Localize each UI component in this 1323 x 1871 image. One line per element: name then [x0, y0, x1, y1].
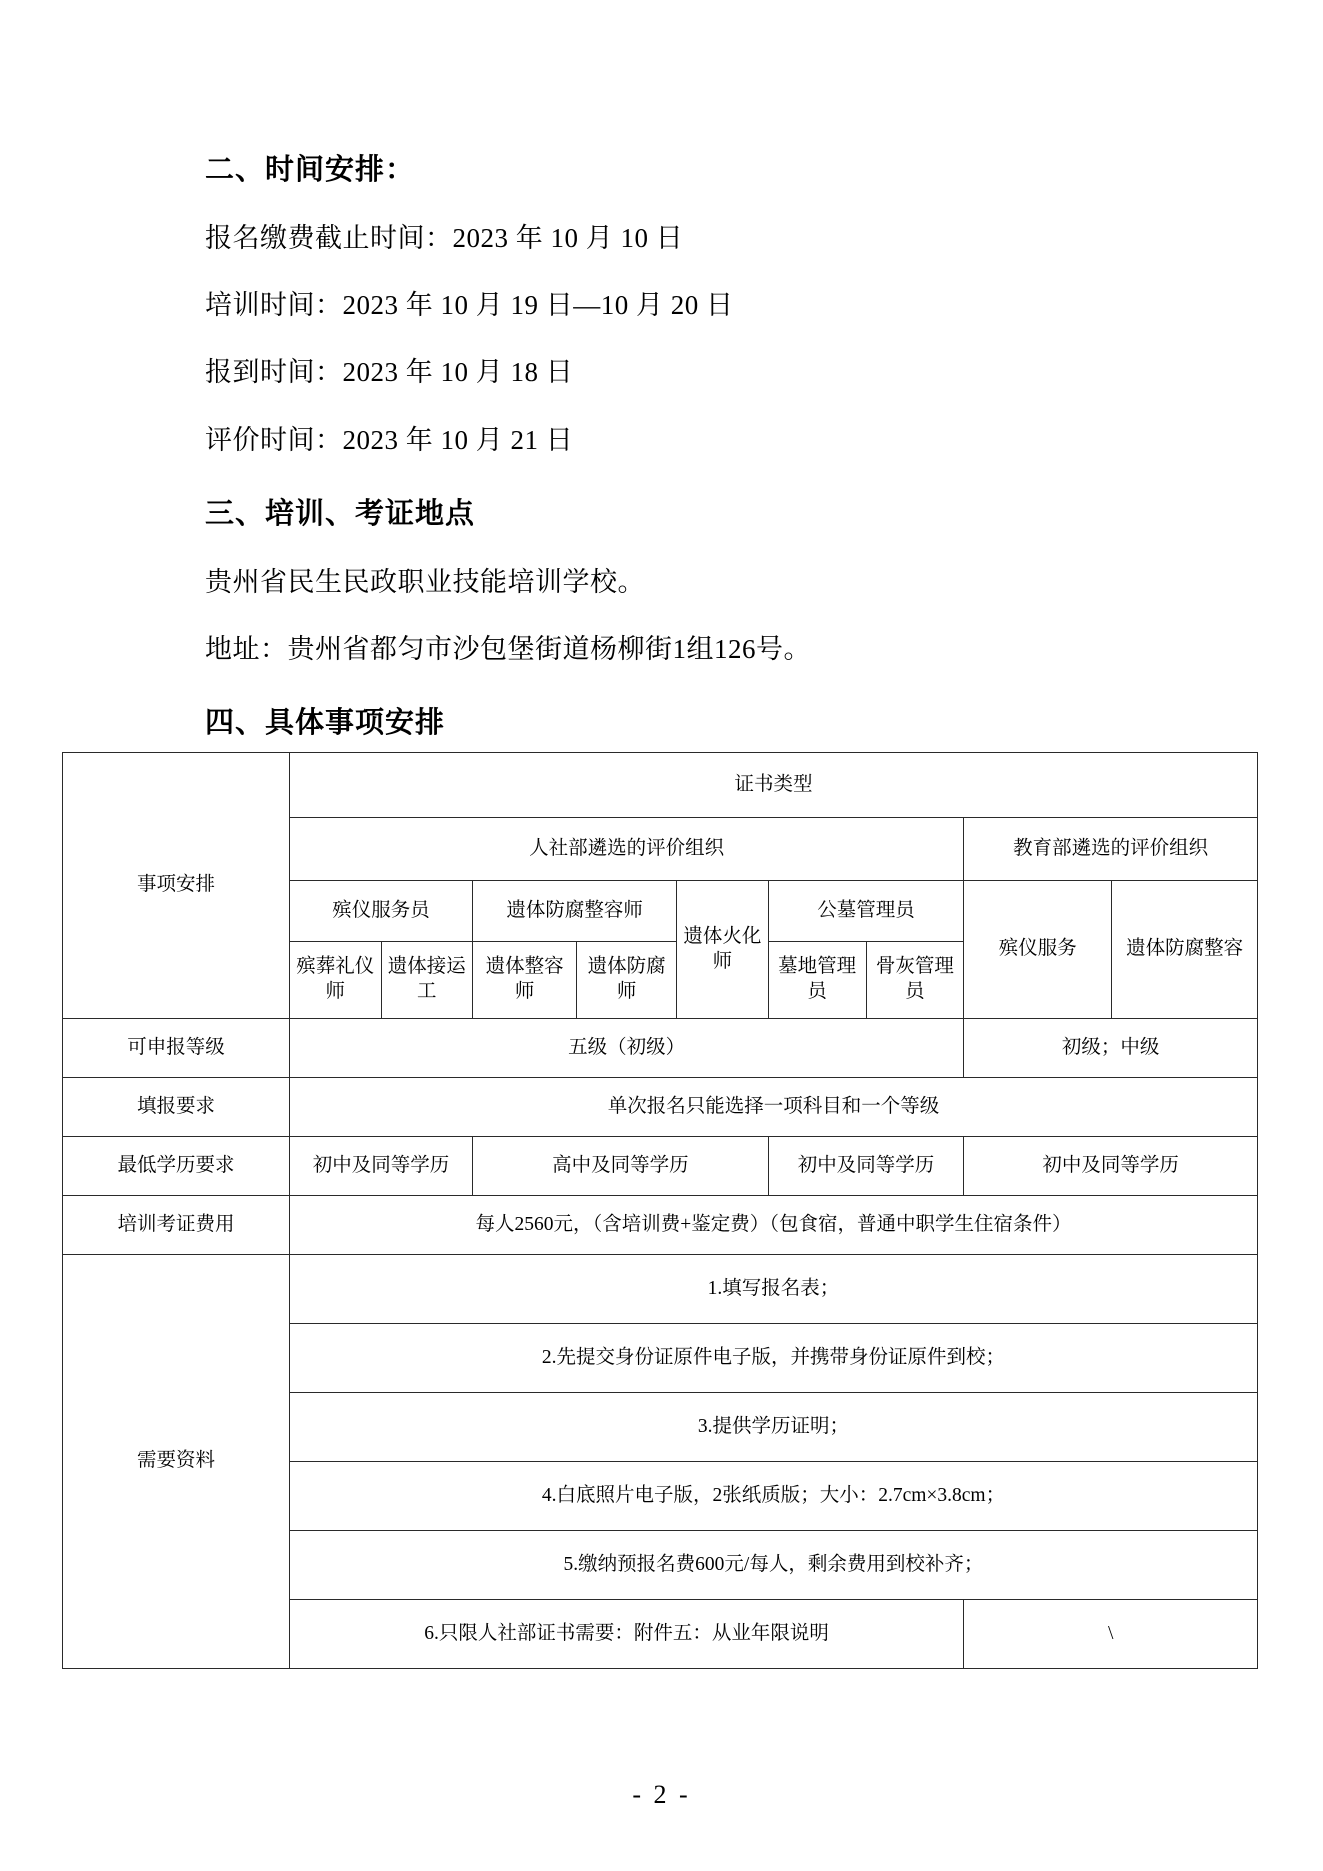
table-corner-label: 事项安排	[63, 753, 290, 1019]
material-item-6: 6.只限人社部证书需要：附件五：从业年限说明	[289, 1600, 963, 1669]
page-number-text: - 2 -	[632, 1780, 691, 1809]
header-job-funeral-service: 殡仪服务员	[289, 881, 472, 942]
value-declaration: 单次报名只能选择一项科目和一个等级	[289, 1078, 1257, 1137]
rowlabel-materials: 需要资料	[63, 1255, 290, 1669]
table-row-cert-type	[63, 753, 1258, 818]
value-education-0: 初中及同等学历	[289, 1137, 472, 1196]
schedule-line-checkin-time: 报到时间：2023 年 10 月 18 日	[205, 357, 574, 388]
schedule-line-training-time: 培训时间：2023 年 10 月 19 日—10 月 20 日	[205, 290, 734, 321]
header-job-embalming-cosmetology: 遗体防腐整容师	[473, 881, 677, 942]
table-row-declaration	[63, 1078, 1258, 1137]
value-education-2: 初中及同等学历	[768, 1137, 964, 1196]
material-item-5: 5.缴纳预报名费600元/每人，剩余费用到校补齐；	[289, 1531, 1257, 1600]
section-heading-schedule: 二、时间安排：	[205, 152, 416, 186]
header-job-moe-embalming: 遗体防腐整容	[1112, 881, 1258, 1019]
header-job-cemetery-manager: 公墓管理员	[768, 881, 964, 942]
section-heading-arrangement: 四、具体事项安排	[205, 705, 446, 740]
header-org-moe: 教育部遴选的评价组织	[964, 818, 1258, 881]
material-item-3: 3.提供学历证明；	[289, 1393, 1257, 1462]
arrangement-table	[62, 752, 1258, 1669]
section-heading-location: 三、培训、考证地点	[205, 495, 476, 530]
material-item-1: 1.填写报名表；	[289, 1255, 1257, 1324]
header-job-cremation-operator: 遗体火化师	[677, 881, 769, 1019]
table-row-fee	[63, 1196, 1258, 1255]
material-item-6-moe: \	[964, 1600, 1258, 1669]
table-row-level	[63, 1019, 1258, 1078]
document-body	[205, 150, 1135, 768]
header-org-mohrss: 人社部遴选的评价组织	[289, 818, 963, 881]
rowlabel-declaration: 填报要求	[63, 1078, 290, 1137]
header-subjob-funeral-ritual: 殡葬礼仪师	[289, 942, 381, 1019]
header-subjob-body-transport: 遗体接运工	[381, 942, 473, 1019]
header-subjob-body-embalming: 遗体防腐师	[577, 942, 677, 1019]
header-subjob-ashes-manager: 骨灰管理员	[866, 942, 964, 1019]
arrangement-table-wrapper	[62, 752, 1258, 1669]
page-number	[0, 1780, 1323, 1810]
header-cert-type: 证书类型	[289, 753, 1257, 818]
table-row-education	[63, 1137, 1258, 1196]
rowlabel-level: 可申报等级	[63, 1019, 290, 1078]
value-level-mohrss: 五级（初级）	[289, 1019, 963, 1078]
material-item-2: 2.先提交身份证原件电子版，并携带身份证原件到校；	[289, 1324, 1257, 1393]
header-job-moe-funeral-service: 殡仪服务	[964, 881, 1112, 1019]
table-row-material-1	[63, 1255, 1258, 1324]
header-subjob-body-cosmetology: 遗体整容师	[473, 942, 577, 1019]
schedule-line-registration-deadline: 报名缴费截止时间：2023 年 10 月 10 日	[205, 223, 684, 254]
value-education-3: 初中及同等学历	[964, 1137, 1258, 1196]
header-subjob-grave-manager: 墓地管理员	[768, 942, 866, 1019]
rowlabel-education: 最低学历要求	[63, 1137, 290, 1196]
material-item-4: 4.白底照片电子版，2张纸质版；大小：2.7cm×3.8cm；	[289, 1462, 1257, 1531]
location-address: 地址：贵州省都匀市沙包堡街道杨柳街1组126号。	[205, 633, 811, 664]
value-fee: 每人2560元，（含培训费+鉴定费）（包食宿，普通中职学生住宿条件）	[289, 1196, 1257, 1255]
value-education-1: 高中及同等学历	[473, 1137, 769, 1196]
schedule-line-evaluation-time: 评价时间：2023 年 10 月 21 日	[205, 424, 574, 455]
location-school-name: 贵州省民生民政职业技能培训学校。	[205, 566, 645, 597]
value-level-moe: 初级；中级	[964, 1019, 1258, 1078]
rowlabel-fee: 培训考证费用	[63, 1196, 290, 1255]
